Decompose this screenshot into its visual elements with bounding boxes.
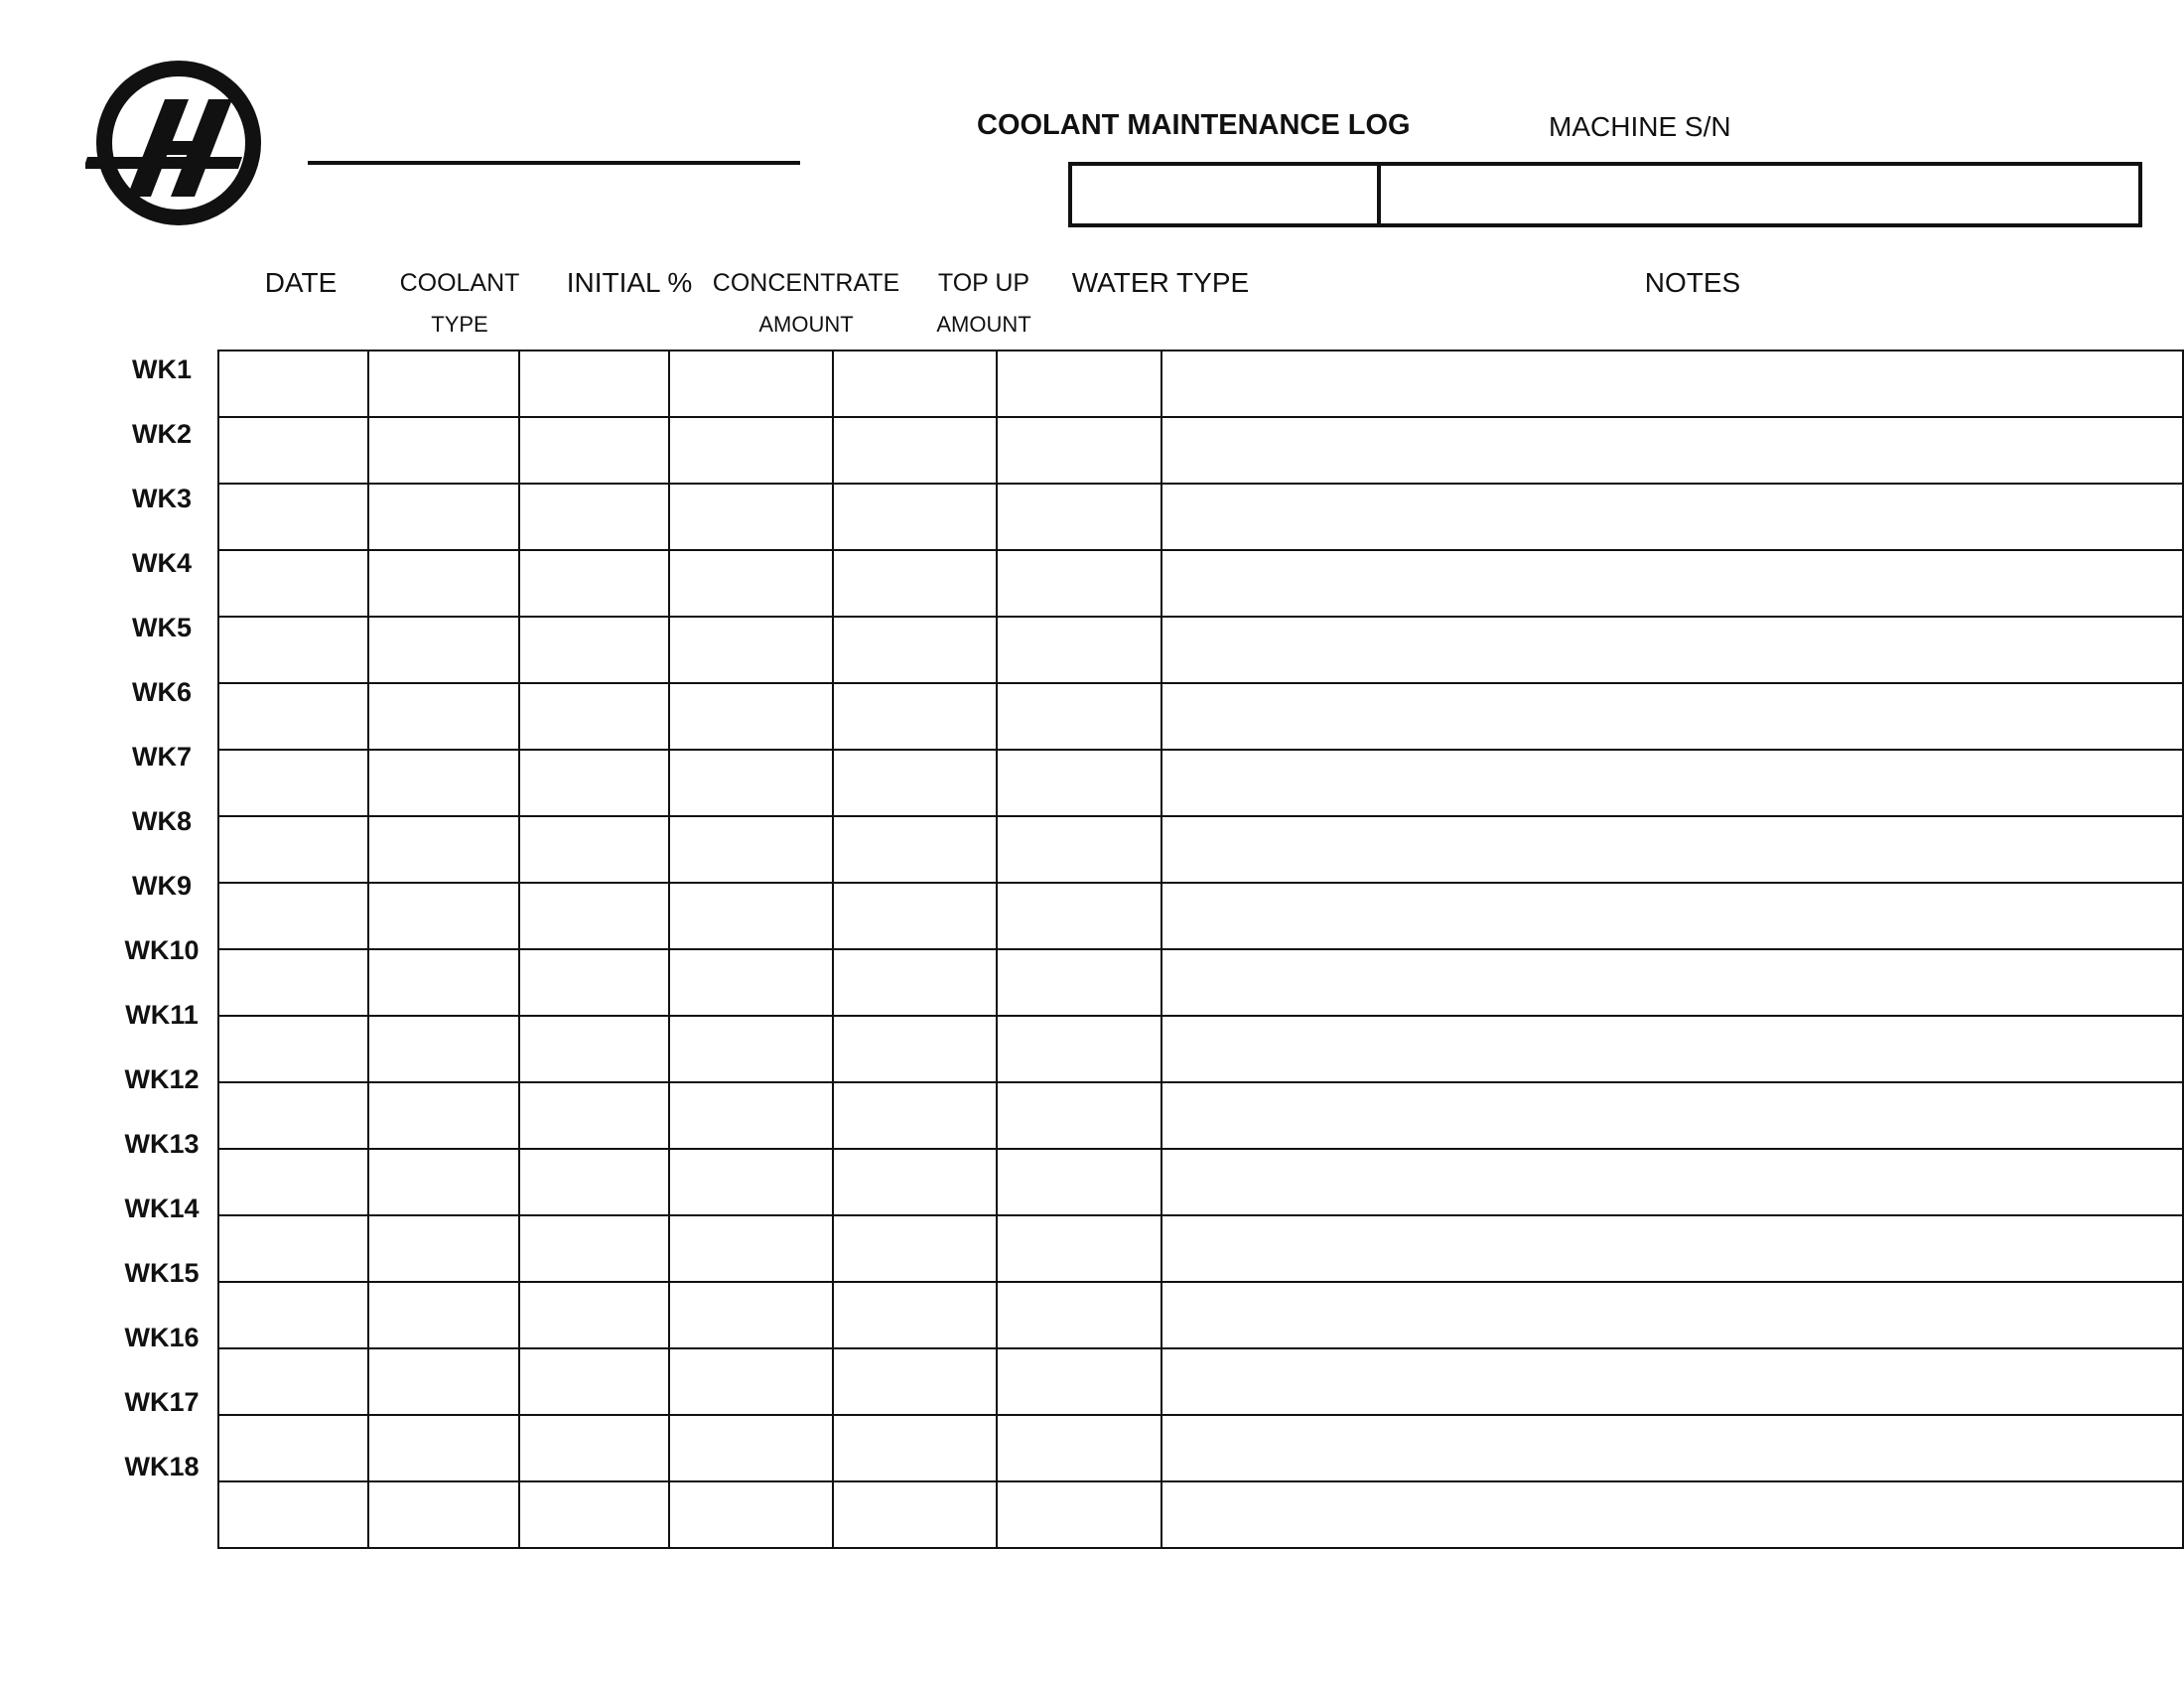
cell-date[interactable] [218, 1282, 368, 1348]
cell-concentrate-amount[interactable] [669, 949, 833, 1016]
row-label: WK14 [124, 1194, 200, 1223]
cell-water-type[interactable] [997, 1348, 1160, 1415]
column-header-concentrate-amount: CONCENTRATE AMOUNT [712, 269, 900, 337]
cell-notes[interactable] [1161, 816, 2183, 883]
table-row [218, 417, 2183, 484]
cell-concentrate-amount[interactable] [669, 883, 833, 949]
table-row [218, 1348, 2183, 1415]
cell-top-up-amount[interactable] [833, 1215, 997, 1282]
cell-concentrate-amount[interactable] [669, 1016, 833, 1082]
cell-water-type[interactable] [997, 883, 1160, 949]
cell-initial-percent[interactable] [519, 550, 669, 617]
cell-notes[interactable] [1161, 750, 2183, 816]
cell-coolant-type[interactable] [368, 750, 518, 816]
machine-sn-field-1[interactable] [1072, 166, 1381, 223]
cell-date[interactable] [218, 883, 368, 949]
name-line[interactable] [308, 161, 800, 165]
cell-date[interactable] [218, 1016, 368, 1082]
table-row [218, 1481, 2183, 1548]
cell-top-up-amount[interactable] [833, 683, 997, 750]
row-label: WK5 [132, 613, 192, 642]
table-row [218, 1082, 2183, 1149]
row-label: WK4 [132, 548, 192, 578]
cell-notes[interactable] [1161, 949, 2183, 1016]
table-row [218, 750, 2183, 816]
table-row [218, 1282, 2183, 1348]
cell-coolant-type[interactable] [368, 417, 518, 484]
cell-coolant-type[interactable] [368, 683, 518, 750]
cell-concentrate-amount[interactable] [669, 1149, 833, 1215]
table-row [218, 550, 2183, 617]
cell-initial-percent[interactable] [519, 1082, 669, 1149]
column-header-coolant-type: COOLANT TYPE [399, 269, 520, 337]
cell-coolant-type[interactable] [368, 1215, 518, 1282]
row-label: WK18 [124, 1452, 200, 1481]
cell-notes[interactable] [1161, 417, 2183, 484]
cell-water-type[interactable] [997, 617, 1160, 683]
cell-date[interactable] [218, 1415, 368, 1481]
cell-top-up-amount[interactable] [833, 1282, 997, 1348]
cell-initial-percent[interactable] [519, 1348, 669, 1415]
cell-water-type[interactable] [997, 1016, 1160, 1082]
cell-coolant-type[interactable] [368, 550, 518, 617]
machine-sn-label: MACHINE S/N [1549, 111, 1731, 142]
cell-notes[interactable] [1161, 1282, 2183, 1348]
cell-date[interactable] [218, 1348, 368, 1415]
cell-notes[interactable] [1161, 550, 2183, 617]
cell-concentrate-amount[interactable] [669, 1415, 833, 1481]
cell-concentrate-amount[interactable] [669, 750, 833, 816]
cell-initial-percent[interactable] [519, 1149, 669, 1215]
cell-concentrate-amount[interactable] [669, 683, 833, 750]
cell-concentrate-amount[interactable] [669, 550, 833, 617]
cell-date[interactable] [218, 1149, 368, 1215]
cell-water-type[interactable] [997, 550, 1160, 617]
cell-coolant-type[interactable] [368, 1282, 518, 1348]
cell-coolant-type[interactable] [368, 949, 518, 1016]
column-header-initial-percent: INITIAL % [566, 267, 693, 298]
cell-top-up-amount[interactable] [833, 1348, 997, 1415]
cell-concentrate-amount[interactable] [669, 1082, 833, 1149]
cell-date[interactable] [218, 816, 368, 883]
cell-concentrate-amount[interactable] [669, 1215, 833, 1282]
cell-initial-percent[interactable] [519, 1215, 669, 1282]
cell-water-type[interactable] [997, 1481, 1160, 1548]
cell-water-type[interactable] [997, 1215, 1160, 1282]
cell-date[interactable] [218, 949, 368, 1016]
cell-date[interactable] [218, 351, 368, 417]
cell-notes[interactable] [1161, 1481, 2183, 1548]
row-label: WK12 [124, 1064, 200, 1094]
cell-top-up-amount[interactable] [833, 1016, 997, 1082]
cell-concentrate-amount[interactable] [669, 1348, 833, 1415]
row-label: WK2 [132, 419, 192, 449]
cell-top-up-amount[interactable] [833, 617, 997, 683]
cell-top-up-amount[interactable] [833, 1415, 997, 1481]
table-row [218, 484, 2183, 550]
cell-notes[interactable] [1161, 1016, 2183, 1082]
cell-date[interactable] [218, 1215, 368, 1282]
table-row [218, 1016, 2183, 1082]
cell-initial-percent[interactable] [519, 617, 669, 683]
cell-concentrate-amount[interactable] [669, 1481, 833, 1548]
cell-date[interactable] [218, 550, 368, 617]
cell-coolant-type[interactable] [368, 1082, 518, 1149]
cell-top-up-amount[interactable] [833, 1149, 997, 1215]
table-row [218, 883, 2183, 949]
cell-initial-percent[interactable] [519, 417, 669, 484]
cell-notes[interactable] [1161, 484, 2183, 550]
cell-notes[interactable] [1161, 617, 2183, 683]
cell-water-type[interactable] [997, 1282, 1160, 1348]
cell-initial-percent[interactable] [519, 1415, 669, 1481]
cell-top-up-amount[interactable] [833, 1481, 997, 1548]
cell-coolant-type[interactable] [368, 1016, 518, 1082]
cell-initial-percent[interactable] [519, 1016, 669, 1082]
cell-water-type[interactable] [997, 1415, 1160, 1481]
cell-water-type[interactable] [997, 1082, 1160, 1149]
cell-top-up-amount[interactable] [833, 550, 997, 617]
cell-date[interactable] [218, 484, 368, 550]
cell-water-type[interactable] [997, 351, 1160, 417]
cell-top-up-amount[interactable] [833, 417, 997, 484]
page-title: COOLANT MAINTENANCE LOG [977, 109, 1411, 141]
cell-top-up-amount[interactable] [833, 949, 997, 1016]
cell-date[interactable] [218, 1481, 368, 1548]
row-label: WK6 [132, 677, 192, 707]
row-label: WK3 [132, 484, 192, 513]
cell-coolant-type[interactable] [368, 1481, 518, 1548]
table-row [218, 1215, 2183, 1282]
cell-initial-percent[interactable] [519, 816, 669, 883]
cell-coolant-type[interactable] [368, 1149, 518, 1215]
cell-notes[interactable] [1161, 883, 2183, 949]
cell-top-up-amount[interactable] [833, 883, 997, 949]
haas-logo-icon [85, 60, 264, 226]
cell-date[interactable] [218, 417, 368, 484]
cell-concentrate-amount[interactable] [669, 417, 833, 484]
cell-notes[interactable] [1161, 683, 2183, 750]
cell-initial-percent[interactable] [519, 683, 669, 750]
cell-concentrate-amount[interactable] [669, 351, 833, 417]
machine-sn-field-2[interactable] [1381, 166, 2138, 223]
row-labels [109, 350, 214, 1511]
cell-water-type[interactable] [997, 683, 1160, 750]
row-label: WK15 [124, 1258, 200, 1288]
cell-initial-percent[interactable] [519, 750, 669, 816]
row-label: WK17 [124, 1387, 200, 1417]
cell-top-up-amount[interactable] [833, 816, 997, 883]
row-label: WK9 [132, 871, 192, 901]
cell-initial-percent[interactable] [519, 1481, 669, 1548]
cell-date[interactable] [218, 750, 368, 816]
cell-water-type[interactable] [997, 949, 1160, 1016]
cell-water-type[interactable] [997, 484, 1160, 550]
cell-notes[interactable] [1161, 1082, 2183, 1149]
column-header-top-up-amount: TOP UP AMOUNT [936, 269, 1031, 337]
cell-initial-percent[interactable] [519, 883, 669, 949]
cell-coolant-type[interactable] [368, 484, 518, 550]
machine-sn-box [1068, 162, 2142, 227]
log-grid [217, 350, 2184, 1549]
cell-notes[interactable] [1161, 1348, 2183, 1415]
cell-initial-percent[interactable] [519, 351, 669, 417]
row-label: WK1 [132, 354, 192, 384]
cell-initial-percent[interactable] [519, 484, 669, 550]
cell-coolant-type[interactable] [368, 351, 518, 417]
cell-notes[interactable] [1161, 351, 2183, 417]
row-label: WK11 [125, 1000, 199, 1030]
cell-concentrate-amount[interactable] [669, 816, 833, 883]
cell-concentrate-amount[interactable] [669, 1282, 833, 1348]
cell-coolant-type[interactable] [368, 816, 518, 883]
table-row [218, 683, 2183, 750]
cell-coolant-type[interactable] [368, 617, 518, 683]
cell-notes[interactable] [1161, 1415, 2183, 1481]
cell-initial-percent[interactable] [519, 949, 669, 1016]
cell-date[interactable] [218, 1082, 368, 1149]
table-row [218, 1415, 2183, 1481]
table-row [218, 1149, 2183, 1215]
row-label: WK10 [124, 935, 200, 965]
cell-water-type[interactable] [997, 816, 1160, 883]
cell-coolant-type[interactable] [368, 883, 518, 949]
cell-notes[interactable] [1161, 1215, 2183, 1282]
column-header-water-type: WATER TYPE [1071, 267, 1250, 298]
cell-concentrate-amount[interactable] [669, 617, 833, 683]
row-label: WK16 [124, 1323, 200, 1352]
column-header-notes: NOTES [1644, 267, 1741, 298]
column-header-date: DATE [264, 267, 338, 298]
row-label: WK13 [124, 1129, 200, 1159]
row-label: WK8 [132, 806, 192, 836]
cell-water-type[interactable] [997, 1149, 1160, 1215]
cell-top-up-amount[interactable] [833, 750, 997, 816]
cell-top-up-amount[interactable] [833, 484, 997, 550]
cell-water-type[interactable] [997, 750, 1160, 816]
table-row [218, 816, 2183, 883]
row-label: WK7 [132, 742, 192, 772]
cell-date[interactable] [218, 683, 368, 750]
table-row [218, 351, 2183, 417]
cell-coolant-type[interactable] [368, 1415, 518, 1481]
cell-concentrate-amount[interactable] [669, 484, 833, 550]
cell-top-up-amount[interactable] [833, 1082, 997, 1149]
table-row [218, 949, 2183, 1016]
cell-initial-percent[interactable] [519, 1282, 669, 1348]
cell-date[interactable] [218, 617, 368, 683]
cell-notes[interactable] [1161, 1149, 2183, 1215]
table-row [218, 617, 2183, 683]
cell-water-type[interactable] [997, 417, 1160, 484]
cell-top-up-amount[interactable] [833, 351, 997, 417]
cell-coolant-type[interactable] [368, 1348, 518, 1415]
